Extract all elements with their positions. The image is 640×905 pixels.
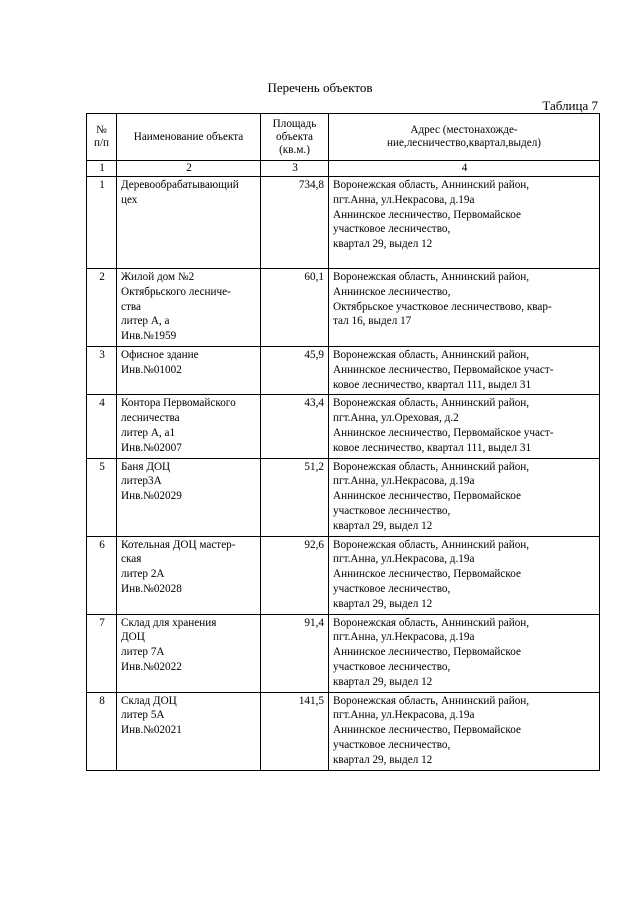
row-name: Склад ДОЦ литер 5А Инв.№02021 [117,692,261,770]
table-row [87,177,600,269]
row-name: Жилой дом №2 Октябрьского лесниче- ства литер А, а Инв.№1959 [117,269,261,347]
column-index: 1 [87,161,117,177]
row-name: Контора Первомайского лесничества литер А, а1 Инв.№02007 [117,395,261,458]
header-area: Площадь объекта (кв.м.) [261,114,329,161]
table-header-row [87,114,600,161]
table-row [87,458,600,536]
row-address: Воронежская область, Аннинский район, пгт.Анна, ул.Некрасова, д.19а Аннинское лесничество, Первомайское участковое лесничество, квартал 29, выдел 12 [329,536,600,614]
header-num: № п/п [87,114,117,161]
row-num: 8 [87,692,117,770]
row-area: 60,1 [261,269,329,347]
row-name: Баня ДОЦ литер3А Инв.№02029 [117,458,261,536]
row-num: 7 [87,614,117,692]
table-row [87,347,600,395]
row-num: 2 [87,269,117,347]
header-name: Наименование объекта [117,114,261,161]
row-address: Воронежская область, Аннинский район, пгт.Анна, ул.Некрасова, д.19а Аннинское лесничество, Первомайское участковое лесничество, квартал 29, выдел 12 [329,614,600,692]
column-index: 2 [117,161,261,177]
row-address: Воронежская область, Аннинский район, пгт.Анна, ул.Некрасова, д.19а Аннинское лесничество, Первомайское участковое лесничество, квартал 29, выдел 12 [329,458,600,536]
row-area: 43,4 [261,395,329,458]
row-address: Воронежская область, Аннинский район, Аннинское лесничество, Октябрьское участковое лесничествово, квар- тал 16, выдел 17 [329,269,600,347]
objects-table [86,113,600,771]
row-address: Воронежская область, Аннинский район, пгт.Анна, ул.Некрасова, д.19а Аннинское лесничество, Первомайское участковое лесничество, квартал 29, выдел 12 [329,177,600,269]
row-name: Склад для хранения ДОЦ литер 7А Инв.№02022 [117,614,261,692]
row-num: 6 [87,536,117,614]
row-num: 3 [87,347,117,395]
header-address: Адрес (местонахожде- ние,лесничество,квартал,выдел) [329,114,600,161]
row-address: Воронежская область, Аннинский район, Аннинское лесничество, Первомайское участ- ковое лесничество, квартал 111, выдел 31 [329,347,600,395]
row-address: Воронежская область, Аннинский район, пгт.Анна, ул.Некрасова, д.19а Аннинское лесничество, Первомайское участковое лесничество, квартал 29, выдел 12 [329,692,600,770]
table-number-label: Таблица 7 [542,98,598,113]
row-area: 51,2 [261,458,329,536]
row-num: 1 [87,177,117,269]
row-num: 4 [87,395,117,458]
row-area: 141,5 [261,692,329,770]
row-area: 92,6 [261,536,329,614]
table-row [87,536,600,614]
column-index-row [87,161,600,177]
row-num: 5 [87,458,117,536]
column-index: 4 [329,161,600,177]
table-row [87,614,600,692]
column-index: 3 [261,161,329,177]
row-area: 91,4 [261,614,329,692]
table-row [87,395,600,458]
row-name: Деревообрабатывающий цех [117,177,261,269]
table-row [87,269,600,347]
document-title: Перечень объектов [267,80,373,95]
row-address: Воронежская область, Аннинский район, пгт.Анна, ул.Ореховая, д.2 Аннинское лесничество, Первомайское участ- ковое лесничество, квартал 111, выдел 31 [329,395,600,458]
row-name: Офисное здание Инв.№01002 [117,347,261,395]
row-area: 734,8 [261,177,329,269]
row-area: 45,9 [261,347,329,395]
table-row [87,692,600,770]
row-name: Котельная ДОЦ мастер- ская литер 2А Инв.№02028 [117,536,261,614]
